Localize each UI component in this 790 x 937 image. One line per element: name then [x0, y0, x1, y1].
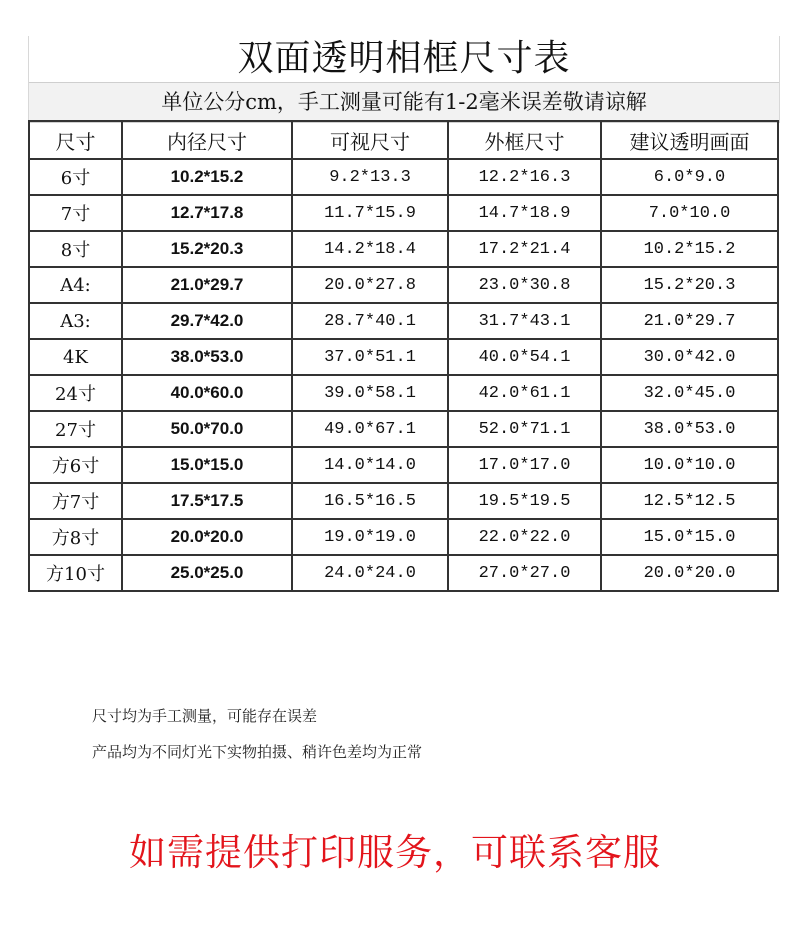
size-cell: 24寸 [29, 375, 122, 411]
visible-size-cell: 28.7*40.1 [292, 303, 448, 339]
visible-size-cell: 19.0*19.0 [292, 519, 448, 555]
outer-size-cell: 12.2*16.3 [448, 159, 601, 195]
note-color-difference: 产品均为不同灯光下实物拍摄、稍许色差均为正常 [92, 743, 423, 761]
suggested-picture-cell: 7.0*10.0 [601, 195, 778, 231]
size-cell: 方6寸 [29, 447, 122, 483]
inner-size-cell: 29.7*42.0 [122, 303, 292, 339]
visible-size-cell: 14.0*14.0 [292, 447, 448, 483]
table-row [29, 483, 778, 519]
table-row [29, 411, 778, 447]
visible-size-cell: 39.0*58.1 [292, 375, 448, 411]
table-row [29, 519, 778, 555]
size-cell: 27寸 [29, 411, 122, 447]
outer-size-cell: 23.0*30.8 [448, 267, 601, 303]
suggested-picture-cell: 15.2*20.3 [601, 267, 778, 303]
outer-size-cell: 42.0*61.1 [448, 375, 601, 411]
page-title: 双面透明相框尺寸表 [29, 36, 779, 83]
note-measurement-error: 尺寸均为手工测量，可能存在误差 [92, 707, 318, 725]
title-frame [28, 36, 780, 123]
header-size: 尺寸 [29, 121, 122, 159]
table-row [29, 267, 778, 303]
outer-size-cell: 52.0*71.1 [448, 411, 601, 447]
outer-size-cell: 19.5*19.5 [448, 483, 601, 519]
visible-size-cell: 24.0*24.0 [292, 555, 448, 591]
size-cell: 8寸 [29, 231, 122, 267]
inner-size-cell: 17.5*17.5 [122, 483, 292, 519]
outer-size-cell: 17.2*21.4 [448, 231, 601, 267]
visible-size-cell: 37.0*51.1 [292, 339, 448, 375]
suggested-picture-cell: 6.0*9.0 [601, 159, 778, 195]
inner-size-cell: 25.0*25.0 [122, 555, 292, 591]
size-cell: A4: [29, 267, 122, 303]
inner-size-cell: 12.7*17.8 [122, 195, 292, 231]
header-outer-size: 外框尺寸 [448, 121, 601, 159]
size-cell: 6寸 [29, 159, 122, 195]
inner-size-cell: 38.0*53.0 [122, 339, 292, 375]
suggested-picture-cell: 21.0*29.7 [601, 303, 778, 339]
suggested-picture-cell: 12.5*12.5 [601, 483, 778, 519]
suggested-picture-cell: 10.0*10.0 [601, 447, 778, 483]
outer-size-cell: 17.0*17.0 [448, 447, 601, 483]
header-suggested-picture: 建议透明画面 [601, 121, 778, 159]
table-row [29, 555, 778, 591]
visible-size-cell: 49.0*67.1 [292, 411, 448, 447]
table-header-row [29, 121, 778, 159]
visible-size-cell: 14.2*18.4 [292, 231, 448, 267]
visible-size-cell: 11.7*15.9 [292, 195, 448, 231]
header-inner-size: 内径尺寸 [122, 121, 292, 159]
inner-size-cell: 15.2*20.3 [122, 231, 292, 267]
suggested-picture-cell: 38.0*53.0 [601, 411, 778, 447]
print-service-notice: 如需提供打印服务，可联系客服 [129, 831, 661, 874]
table-row [29, 447, 778, 483]
visible-size-cell: 20.0*27.8 [292, 267, 448, 303]
header-visible-size: 可视尺寸 [292, 121, 448, 159]
size-cell: 方8寸 [29, 519, 122, 555]
table-row [29, 375, 778, 411]
outer-size-cell: 27.0*27.0 [448, 555, 601, 591]
size-cell: 4K [29, 339, 122, 375]
visible-size-cell: 9.2*13.3 [292, 159, 448, 195]
suggested-picture-cell: 10.2*15.2 [601, 231, 778, 267]
size-cell: 方10寸 [29, 555, 122, 591]
inner-size-cell: 21.0*29.7 [122, 267, 292, 303]
size-table [28, 120, 779, 592]
table-row [29, 231, 778, 267]
table-row [29, 339, 778, 375]
table-row [29, 159, 778, 195]
inner-size-cell: 10.2*15.2 [122, 159, 292, 195]
suggested-picture-cell: 20.0*20.0 [601, 555, 778, 591]
inner-size-cell: 20.0*20.0 [122, 519, 292, 555]
suggested-picture-cell: 30.0*42.0 [601, 339, 778, 375]
inner-size-cell: 40.0*60.0 [122, 375, 292, 411]
inner-size-cell: 15.0*15.0 [122, 447, 292, 483]
visible-size-cell: 16.5*16.5 [292, 483, 448, 519]
size-cell: A3: [29, 303, 122, 339]
measurement-notes [92, 708, 422, 780]
suggested-picture-cell: 15.0*15.0 [601, 519, 778, 555]
size-cell: 7寸 [29, 195, 122, 231]
suggested-picture-cell: 32.0*45.0 [601, 375, 778, 411]
size-cell: 方7寸 [29, 483, 122, 519]
outer-size-cell: 22.0*22.0 [448, 519, 601, 555]
outer-size-cell: 31.7*43.1 [448, 303, 601, 339]
table-row [29, 303, 778, 339]
inner-size-cell: 50.0*70.0 [122, 411, 292, 447]
outer-size-cell: 40.0*54.1 [448, 339, 601, 375]
unit-note: 单位公分cm，手工测量可能有1-2毫米误差敬请谅解 [29, 83, 779, 123]
table-row [29, 195, 778, 231]
outer-size-cell: 14.7*18.9 [448, 195, 601, 231]
